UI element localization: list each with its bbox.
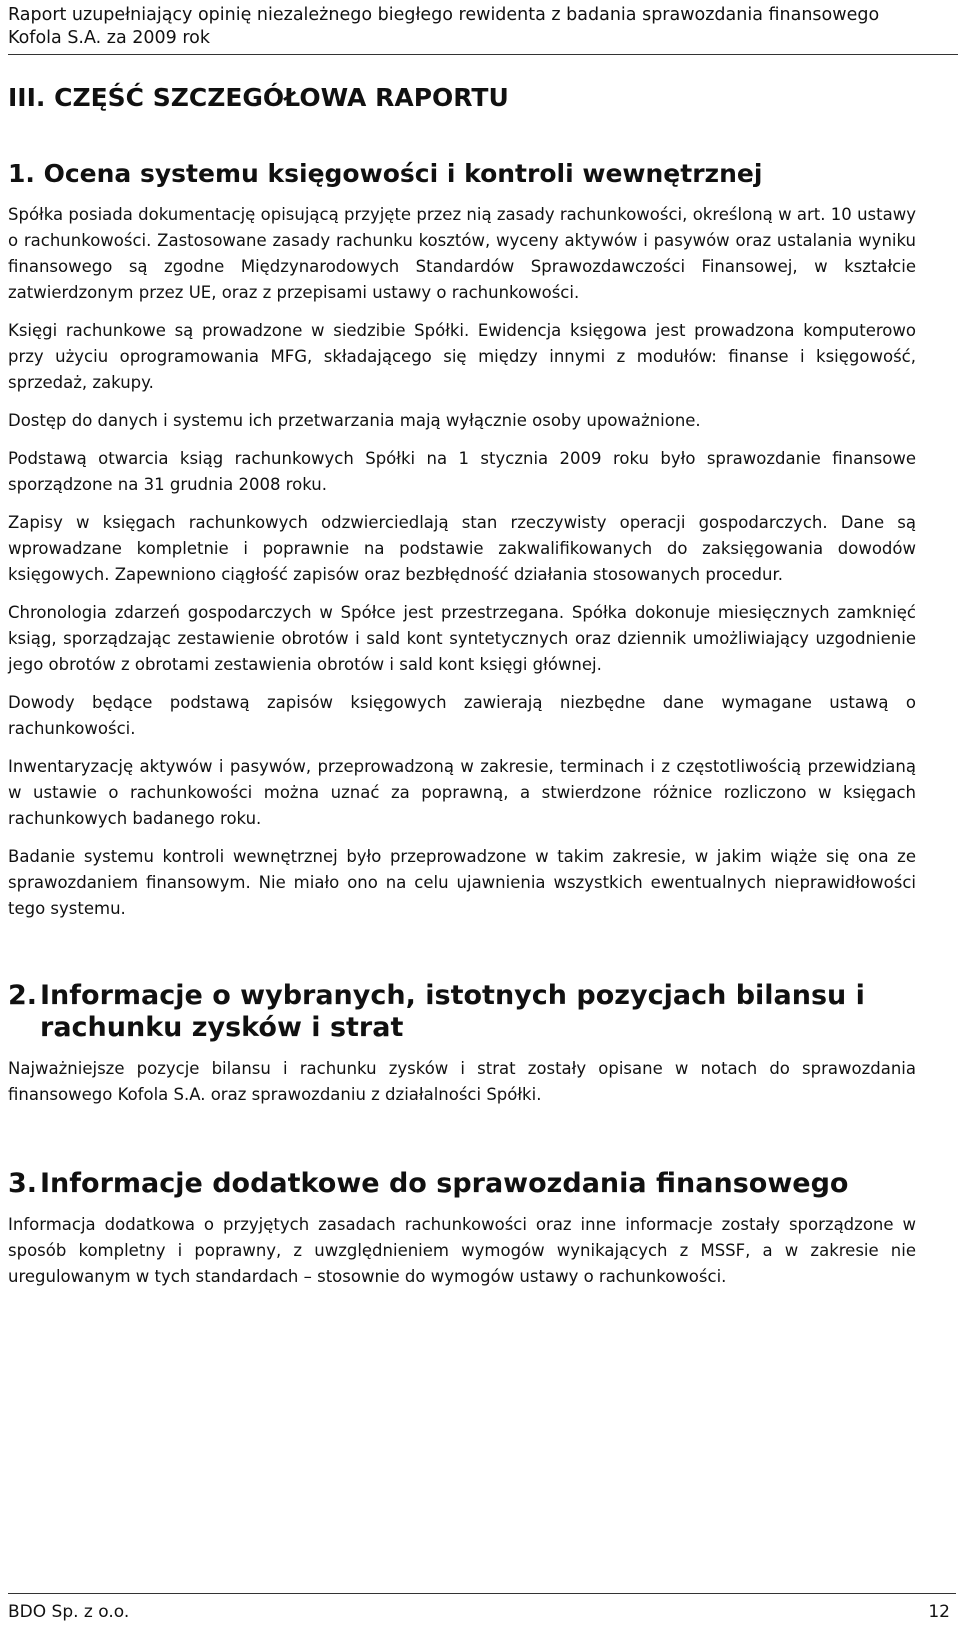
section-1-paragraph: Dostęp do danych i systemu ich przetwarzania mają wyłącznie osoby upoważnione. [8, 411, 701, 430]
section-2 [8, 980, 916, 1108]
section-3-paragraph: Informacja dodatkowa o przyjętych zasadach rachunkowości oraz inne informacje zostały sporządzone w sposób kompletny i poprawny, z uwzględnieniem wymogów wynikających z MSSF, a w zakresie nie uregulowanym w tych standardach – stosownie do wymogów ustawy o rachunkowości. [8, 1215, 916, 1286]
section-3 [8, 1168, 916, 1290]
section-1-paragraph: Spółka posiada dokumentację opisującą przyjęte przez nią zasady rachunkowości, określoną w art. 10 ustawy o rachunkowości. Zastosowane zasady rachunku kosztów, wyceny aktywów i pasywów oraz ustalania wyniku finansowego są zgodne Międzynarodowych Standardów Sprawozdawczości Finansowej, w kształcie zatwierdzonym przez UE, oraz z przepisami ustawy o rachunkowości. [8, 205, 916, 302]
section-3-title [8, 1168, 916, 1200]
section-3-number: 3. [8, 1168, 38, 1199]
section-1-paragraph: Podstawą otwarcia ksiąg rachunkowych Spółki na 1 stycznia 2009 roku było sprawozdanie finansowe sporządzone na 31 grudnia 2008 roku. [8, 449, 916, 494]
section-1-paragraph: Badanie systemu kontroli wewnętrznej było przeprowadzone w takim zakresie, w jakim wiąże się ona ze sprawozdaniem finansowym. Nie miało ono na celu ujawnienia wszystkich ewentualnych nieprawidłowości tego systemu. [8, 847, 916, 918]
section-1-paragraph: Księgi rachunkowe są prowadzone w siedzibie Spółki. Ewidencja księgowa jest prowadzona komputerowo przy użyciu oprogramowania MFG, składającego się między innymi z modułów: finanse i księgowość, sprzedaż, zakupy. [8, 321, 916, 392]
section-1-paragraph: Zapisy w księgach rachunkowych odzwierciedlają stan rzeczywisty operacji gospodarczych. Dane są wprowadzane kompletnie i poprawnie na podstawie zakwalifikowanych do zaksięgowania dowodów księgowych. Zapewniono ciągłość zapisów oraz bezbłędność działania stosowanych procedur. [8, 513, 916, 584]
section-1-paragraph: Inwentaryzację aktywów i pasywów, przeprowadzoną w zakresie, terminach i z częstotliwością przewidzianą w ustawie o rachunkowości można uznać za poprawną, a stwierdzone różnice rozliczono w księgach rachunkowych badanego roku. [8, 757, 916, 828]
page-number: 12 [928, 1602, 950, 1622]
part-title: III. CZĘŚĆ SZCZEGÓŁOWA RAPORTU [8, 83, 509, 112]
section-1-paragraph: Dowody będące podstawą zapisów księgowych zawierają niezbędne dane wymagane ustawą o rachunkowości. [8, 693, 916, 738]
footer-divider [8, 1593, 956, 1594]
section-2-title-text: Informacje o wybranych, istotnych pozycjach bilansu i rachunku zysków i strat [40, 980, 865, 1043]
section-1-title: 1. Ocena systemu księgowości i kontroli wewnętrznej [8, 159, 763, 188]
section-2-number: 2. [8, 980, 38, 1011]
page-header [8, 4, 948, 50]
section-1 [8, 158, 916, 922]
section-2-paragraph: Najważniejsze pozycje bilansu i rachunku zysków i strat zostały opisane w notach do sprawozdania finansowego Kofola S.A. oraz sprawozdaniu z działalności Spółki. [8, 1059, 916, 1104]
document-body [8, 82, 916, 1302]
header-title-line-2: Kofola S.A. za 2009 rok [8, 28, 211, 48]
header-title-line-1: Raport uzupełniający opinię niezależnego biegłego rewidenta z badania sprawozdania finansowego [8, 5, 880, 25]
section-1-paragraph: Chronologia zdarzeń gospodarczych w Spółce jest przestrzegana. Spółka dokonuje miesięcznych zamknięć ksiąg, sporządzając zestawienie obrotów i sald kont syntetycznych oraz dziennik umożliwiający uzgodnienie jego obrotów z obrotami zestawienia obrotów i sald kont księgi głównej. [8, 603, 916, 674]
header-divider [8, 54, 958, 55]
section-3-title-text: Informacje dodatkowe do sprawozdania finansowego [40, 1168, 849, 1199]
footer-company: BDO Sp. z o.o. [8, 1602, 130, 1622]
section-2-title [8, 980, 916, 1044]
